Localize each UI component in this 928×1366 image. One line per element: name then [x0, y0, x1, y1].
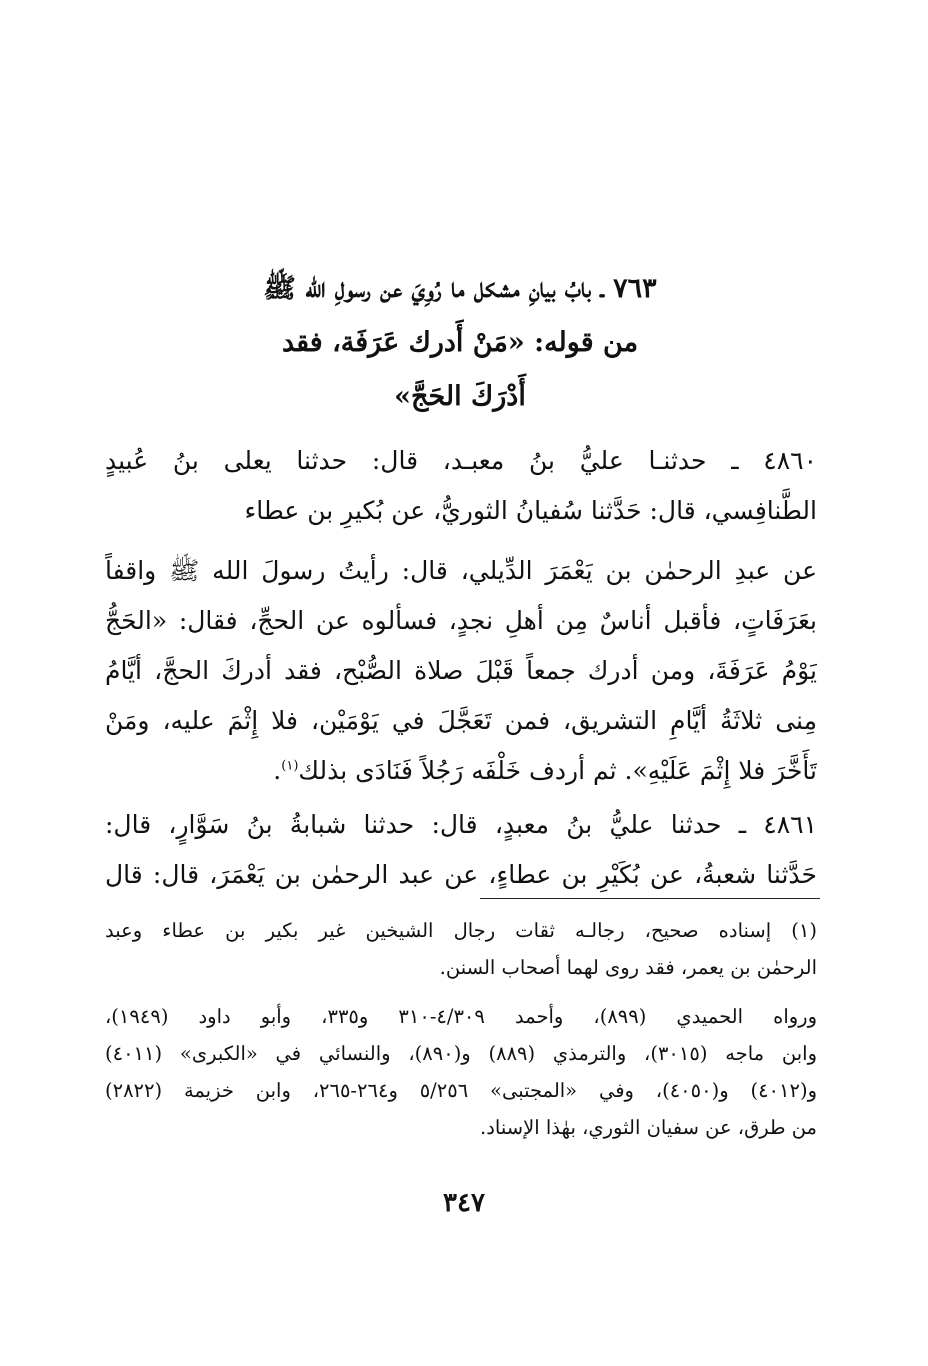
hadith-4861-line-2: حَدَّثنا شعبةُ، عن بُكَيْرِ بن عطاءٍ، عن عبد الرحمٰن بن يَعْمَرَ، قال: قال [105, 860, 817, 889]
hadith-4860-line-2: الطَّنافِسي، قال: حَدَّثنا سُفيانُ الثوريُّ، عن بُكيرِ بن عطاء [244, 496, 817, 525]
hadith-4860-matn-line-5-text: تَأَخَّرَ فلا إِثْمَ عَلَيْهِ». ثم أردف خَلْفَه رَجُلاً فَنَادَى بذلك [298, 756, 817, 785]
hadith-4861 [105, 800, 817, 900]
hadith-4860-matn-line-5 [105, 746, 817, 796]
hadith-4861-line-1: ٤٨٦١ ـ حدثنا عليُّ بنُ معبدٍ، قال: حدثنا شبابةُ بنُ سَوَّارٍ، قال: [105, 810, 817, 839]
hadith-4860-line-1: ٤٨٦٠ ـ حدثنـا عليُّ بنُ معبـد، قال: حدثنا يعلى بنُ عُبيدٍ [105, 446, 817, 475]
footnote-2-line-3: و(٤٠١٢) و(٤٠٥٠)، وفي «المجتبى» ٥/٢٥٦ و٢٦٤-٢٦٥، وابن خزيمة (٢٨٢٢) [105, 1079, 817, 1102]
chapter-title-line-1: ٧٦٣ ـ بابُ بيانِ مشكل ما رُوِيَ عن رسولِ الله ﷺ [263, 273, 657, 304]
hadith-4860-matn-line-1: عن عبدِ الرحمٰن بن يَعْمَرَ الدِّيلي، قال: رأيتُ رسولَ الله ﷺ واقفاً [105, 556, 817, 585]
footnote-1-line-1: (١) إسناده صحيح، رجالـه ثقات رجال الشيخين غير بكير بن عطاء وعبد [105, 919, 817, 942]
footnote-2-line-1: ورواه الحميدي (٨٩٩)، وأحمد ٤/٣٠٩-٣١٠ و٣٣٥، وأبو داود (١٩٤٩)، [105, 1005, 817, 1028]
footnote-gap [105, 986, 817, 998]
footnote-2-line-4: من طرق، عن سفيان الثوري، بهٰذا الإسناد. [480, 1116, 817, 1139]
hadith-4860-matn-line-2: بعَرَفَاتٍ، فأقبل أناسٌ مِن أهلِ نجدٍ، فسألوه عن الحجِّ، فقال: «الحَجُّ [105, 606, 817, 635]
hadith-4860 [105, 436, 817, 536]
footnote-2-line-2: وابن ماجه (٣٠١٥)، والترمذي (٨٨٩) و(٨٩٠)، والنسائي في «الكبرى» (٤٠١١) [105, 1042, 817, 1065]
page-number: ٣٤٧ [443, 1188, 485, 1218]
footnotes [105, 912, 817, 1146]
footnote-1-line-2: الرحمٰن بن يعمر، فقد روى لهما أصحاب السنن. [439, 956, 817, 979]
chapter-title-line-2: من قوله: «مَنْ أَدرك عَرَفَة، فقد [281, 327, 639, 358]
hadith-4860-matn-line-3: يَوْمُ عَرَفَةَ، ومن أدرك جمعاً قَبْلَ صلاة الصُّبْح، فقد أدركَ الحجَّ، أيَّامُ [105, 656, 817, 685]
chapter-heading [130, 262, 790, 424]
hadith-4860-matn-line-4: مِنى ثلاثَةُ أيَّامِ التشريق، فمن تَعَجَّلَ في يَوْمَيْن، فلا إِثْمَ عليه، ومَنْ [105, 706, 817, 735]
hadith-4860-matn [105, 546, 817, 796]
footnote-marker[interactable]: (١) [281, 758, 299, 774]
chapter-title-line-3: أَدْرَكَ الحَجَّ» [394, 381, 526, 412]
full-stop: . [273, 756, 282, 785]
footnote-divider [480, 898, 820, 899]
